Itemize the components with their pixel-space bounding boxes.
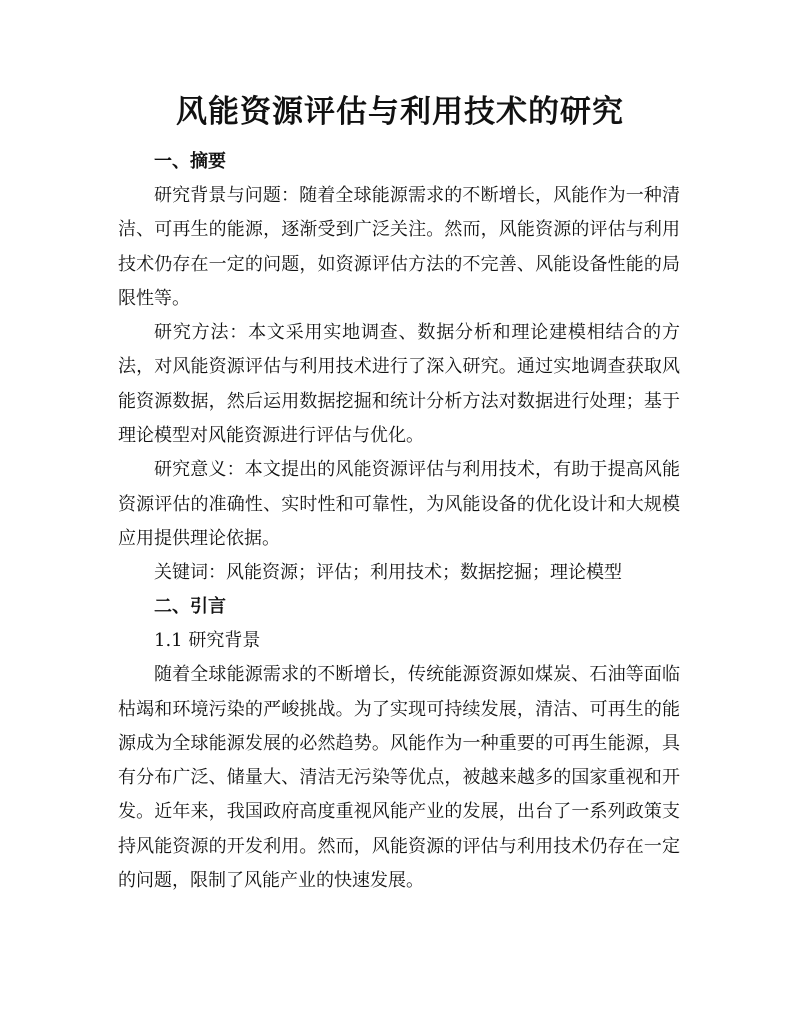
subsection-heading-background: 1.1 研究背景 [154,630,261,652]
abstract-method-paragraph: 研究方法：本文采用实地调查、数据分析和理论建模相结合的方法，对风能资源评估与利用技术进行了深入研究。通过实地调查获取风能资源数据，然后运用数据挖掘和统计分析方法对数据进行处理；基于理论模型对风能资源进行评估与优化。 [118,322,680,447]
document-title: 风能资源评估与利用技术的研究 [176,94,624,130]
section-heading-introduction: 二、引言 [154,596,226,618]
introduction-background-paragraph: 随着全球能源需求的不断增长，传统能源资源如煤炭、石油等面临枯竭和环境污染的严峻挑战。为了实现可持续发展，清洁、可再生的能源成为全球能源发展的必然趋势。风能作为一种重要的可再生能源，具有分布广泛、储量大、清洁无污染等优点，被越来越多的国家重视和开发。近年来，我国政府高度重视风能产业的发展，出台了一系列政策支持风能资源的开发利用。然而，风能资源的评估与利用技术仍存在一定的问题，限制了风能产业的快速发展。 [118,664,680,892]
abstract-significance-paragraph: 研究意义：本文提出的风能资源评估与利用技术，有助于提高风能资源评估的准确性、实时性和可靠性，为风能设备的优化设计和大规模应用提供理论依据。 [118,459,680,549]
section-heading-abstract: 一、摘要 [154,151,226,172]
document-body [118,145,680,898]
keywords-line: 关键词：风能资源；评估；利用技术；数据挖掘；理论模型 [154,562,622,584]
abstract-background-paragraph: 研究背景与问题：随着全球能源需求的不断增长，风能作为一种清洁、可再生的能源，逐渐受到广泛关注。然而，风能资源的评估与利用技术仍存在一定的问题，如资源评估方法的不完善、风能设备性能的局限性等。 [118,185,680,309]
